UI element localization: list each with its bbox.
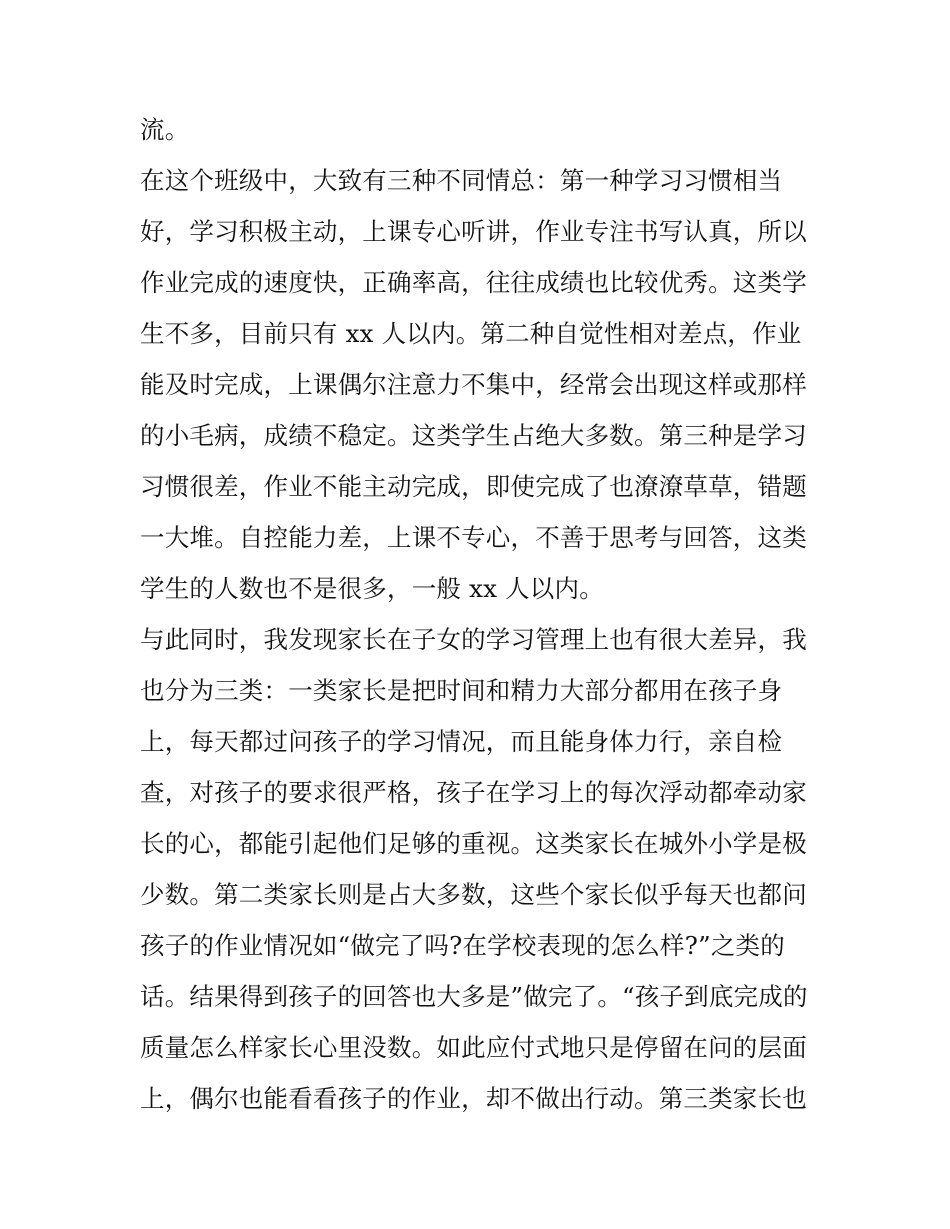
text-line: 少数。第二类家长则是占大多数，这些个家长似乎每天也都问 bbox=[140, 880, 807, 909]
text-line: 的小毛病，成绩不稳定。这类学生占绝大多数。第三种是学习 bbox=[140, 421, 807, 450]
text-line: 学生的人数也不是很多，一般 xx 人以内。 bbox=[140, 574, 604, 603]
text-line: 作业完成的速度快，正确率高，往往成绩也比较优秀。这类学 bbox=[140, 268, 807, 297]
text-line: 能及时完成，上课偶尔注意力不集中，经常会出现这样或那样 bbox=[140, 370, 807, 399]
text-line: 一大堆。自控能力差，上课不专心，不善于思考与回答，这类 bbox=[140, 523, 807, 552]
text-line: 也分为三类：一类家长是把时间和精力大部分都用在孩子身 bbox=[140, 676, 783, 705]
text-line: 话。结果得到孩子的回答也大多是”做完了。“孩子到底完成的 bbox=[140, 982, 808, 1011]
text-line: 孩子的作业情况如“做完了吗?在学校表现的怎么样?”之类的 bbox=[140, 931, 785, 960]
text-line: 与此同时，我发现家长在子女的学习管理上也有很大差异，我 bbox=[140, 625, 807, 654]
document-body bbox=[140, 104, 830, 1124]
text-line: 生不多，目前只有 xx 人以内。第二种自觉性相对差点，作业 bbox=[140, 319, 802, 348]
text-line: 长的心，都能引起他们足够的重视。这类家长在城外小学是极 bbox=[140, 829, 807, 858]
text-line: 质量怎么样家长心里没数。如此应付式地只是停留在问的层面 bbox=[140, 1033, 807, 1062]
text-line: 在这个班级中，大致有三种不同情总：第一种学习习惯相当 bbox=[140, 166, 783, 195]
text-line: 查，对孩子的要求很严格，孩子在学习上的每次浮动都牵动家 bbox=[140, 778, 807, 807]
text-line: 流。 bbox=[140, 115, 190, 144]
text-line: 好，学习积极主动，上课专心听讲，作业专注书写认真，所以 bbox=[140, 217, 807, 246]
text-line: 上，偶尔也能看看孩子的作业，却不做出行动。第三类家长也 bbox=[140, 1084, 807, 1113]
text-line: 上，每天都过问孩子的学习情况，而且能身体力行，亲自检 bbox=[140, 727, 783, 756]
text-line: 习惯很差，作业不能主动完成，即使完成了也潦潦草草，错题 bbox=[140, 472, 807, 501]
